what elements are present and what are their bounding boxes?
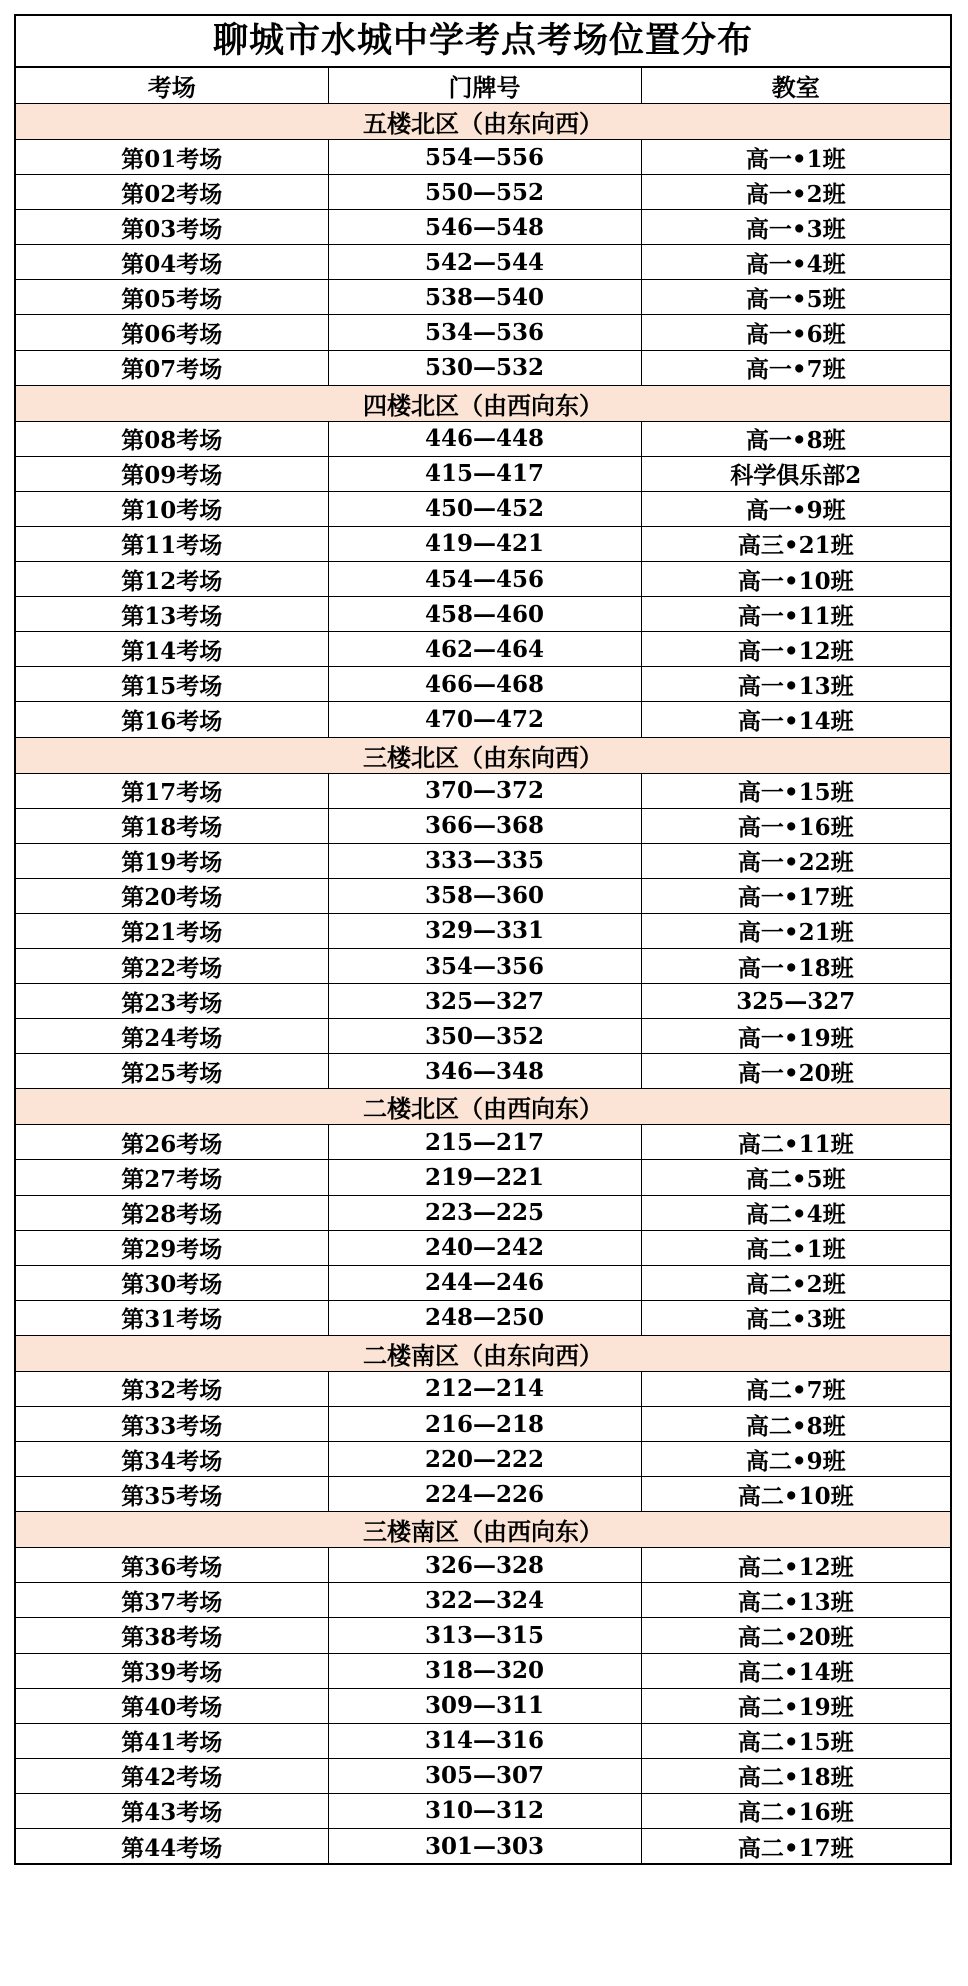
cell-door-number: 224—226 (328, 1477, 641, 1512)
cell-classroom: 高二•17班 (641, 1829, 950, 1864)
table-row (16, 526, 950, 561)
cell-room: 第26考场 (16, 1125, 328, 1160)
cell-room: 第32考场 (16, 1371, 328, 1406)
cell-classroom: 高二•16班 (641, 1793, 950, 1828)
cell-classroom: 高一•18班 (641, 948, 950, 983)
cell-room: 第25考场 (16, 1054, 328, 1089)
table-row (16, 1160, 950, 1195)
section-label: 三楼南区（由西向东） (16, 1512, 950, 1548)
cell-door-number: 322—324 (328, 1583, 641, 1618)
cell-room: 第15考场 (16, 667, 328, 702)
cell-door-number: 458—460 (328, 597, 641, 632)
cell-room: 第27考场 (16, 1160, 328, 1195)
cell-room: 第31考场 (16, 1300, 328, 1335)
cell-room: 第24考场 (16, 1019, 328, 1054)
table-row (16, 1265, 950, 1300)
table-row (16, 808, 950, 843)
cell-room: 第10考场 (16, 491, 328, 526)
table-row (16, 245, 950, 280)
cell-classroom: 高一•3班 (641, 210, 950, 245)
page-title: 聊城市水城中学考点考场位置分布 (16, 16, 950, 68)
cell-room: 第38考场 (16, 1618, 328, 1653)
table-row (16, 315, 950, 350)
cell-door-number: 415—417 (328, 456, 641, 491)
table-row (16, 1829, 950, 1864)
cell-door-number: 314—316 (328, 1723, 641, 1758)
table-row (16, 1407, 950, 1442)
table-row (16, 210, 950, 245)
cell-room: 第17考场 (16, 773, 328, 808)
cell-classroom: 高一•1班 (641, 140, 950, 175)
cell-door-number: 313—315 (328, 1618, 641, 1653)
section-row (16, 1089, 950, 1125)
section-row (16, 104, 950, 140)
cell-room: 第43考场 (16, 1793, 328, 1828)
exam-room-sheet (14, 14, 952, 1865)
table-row (16, 421, 950, 456)
cell-room: 第08考场 (16, 421, 328, 456)
section-row (16, 737, 950, 773)
cell-door-number: 212—214 (328, 1371, 641, 1406)
cell-door-number: 450—452 (328, 491, 641, 526)
table-row (16, 913, 950, 948)
section-label: 三楼北区（由东向西） (16, 737, 950, 773)
table-row (16, 1793, 950, 1828)
cell-door-number: 318—320 (328, 1653, 641, 1688)
cell-door-number: 219—221 (328, 1160, 641, 1195)
cell-classroom: 高二•18班 (641, 1758, 950, 1793)
section-label: 二楼北区（由西向东） (16, 1089, 950, 1125)
cell-room: 第40考场 (16, 1688, 328, 1723)
cell-classroom: 科学俱乐部2 (641, 456, 950, 491)
cell-room: 第34考场 (16, 1442, 328, 1477)
section-row (16, 1512, 950, 1548)
table-row (16, 948, 950, 983)
cell-classroom: 高二•20班 (641, 1618, 950, 1653)
table-row (16, 1054, 950, 1089)
table-row (16, 1618, 950, 1653)
cell-room: 第35考场 (16, 1477, 328, 1512)
cell-classroom: 高一•22班 (641, 843, 950, 878)
cell-door-number: 419—421 (328, 526, 641, 561)
cell-classroom: 高二•11班 (641, 1125, 950, 1160)
cell-classroom: 高二•9班 (641, 1442, 950, 1477)
cell-room: 第39考场 (16, 1653, 328, 1688)
table-body (16, 68, 950, 1863)
cell-door-number: 466—468 (328, 667, 641, 702)
cell-classroom: 高一•21班 (641, 913, 950, 948)
section-label: 五楼北区（由东向西） (16, 104, 950, 140)
cell-classroom: 高二•19班 (641, 1688, 950, 1723)
cell-classroom: 高三•21班 (641, 526, 950, 561)
cell-room: 第12考场 (16, 562, 328, 597)
table-row (16, 702, 950, 737)
table-row (16, 773, 950, 808)
cell-door-number: 325—327 (328, 984, 641, 1019)
table-row (16, 1300, 950, 1335)
cell-door-number: 305—307 (328, 1758, 641, 1793)
cell-classroom: 高一•15班 (641, 773, 950, 808)
cell-door-number: 462—464 (328, 632, 641, 667)
table-row (16, 984, 950, 1019)
table-row (16, 140, 950, 175)
table-row (16, 1371, 950, 1406)
cell-door-number: 301—303 (328, 1829, 641, 1864)
table-row (16, 491, 950, 526)
section-row (16, 385, 950, 421)
cell-room: 第29考场 (16, 1230, 328, 1265)
cell-classroom: 高一•12班 (641, 632, 950, 667)
cell-door-number: 333—335 (328, 843, 641, 878)
table-row (16, 1723, 950, 1758)
cell-room: 第37考场 (16, 1583, 328, 1618)
table-row (16, 597, 950, 632)
cell-room: 第20考场 (16, 878, 328, 913)
cell-classroom: 高一•14班 (641, 702, 950, 737)
cell-room: 第44考场 (16, 1829, 328, 1864)
cell-door-number: 366—368 (328, 808, 641, 843)
section-label: 二楼南区（由东向西） (16, 1335, 950, 1371)
cell-room: 第19考场 (16, 843, 328, 878)
cell-room: 第02考场 (16, 175, 328, 210)
table-row (16, 667, 950, 702)
cell-classroom: 325—327 (641, 984, 950, 1019)
cell-classroom: 高二•3班 (641, 1300, 950, 1335)
table-row (16, 456, 950, 491)
table-row (16, 350, 950, 385)
cell-classroom: 高一•2班 (641, 175, 950, 210)
cell-door-number: 546—548 (328, 210, 641, 245)
header-classroom: 教室 (641, 68, 950, 104)
cell-room: 第09考场 (16, 456, 328, 491)
cell-classroom: 高二•14班 (641, 1653, 950, 1688)
cell-room: 第14考场 (16, 632, 328, 667)
cell-room: 第01考场 (16, 140, 328, 175)
cell-classroom: 高二•15班 (641, 1723, 950, 1758)
cell-door-number: 370—372 (328, 773, 641, 808)
table-row (16, 1548, 950, 1583)
table-row (16, 1688, 950, 1723)
table-row (16, 632, 950, 667)
cell-door-number: 358—360 (328, 878, 641, 913)
cell-classroom: 高二•13班 (641, 1583, 950, 1618)
cell-door-number: 446—448 (328, 421, 641, 456)
cell-classroom: 高一•13班 (641, 667, 950, 702)
cell-door-number: 309—311 (328, 1688, 641, 1723)
cell-door-number: 346—348 (328, 1054, 641, 1089)
cell-door-number: 534—536 (328, 315, 641, 350)
header-door-number: 门牌号 (328, 68, 641, 104)
cell-room: 第03考场 (16, 210, 328, 245)
cell-room: 第23考场 (16, 984, 328, 1019)
cell-door-number: 223—225 (328, 1195, 641, 1230)
cell-room: 第22考场 (16, 948, 328, 983)
table-row (16, 843, 950, 878)
cell-door-number: 220—222 (328, 1442, 641, 1477)
cell-room: 第07考场 (16, 350, 328, 385)
cell-door-number: 215—217 (328, 1125, 641, 1160)
cell-classroom: 高二•7班 (641, 1371, 950, 1406)
cell-door-number: 454—456 (328, 562, 641, 597)
cell-door-number: 329—331 (328, 913, 641, 948)
cell-classroom: 高一•16班 (641, 808, 950, 843)
cell-classroom: 高二•12班 (641, 1548, 950, 1583)
cell-classroom: 高二•5班 (641, 1160, 950, 1195)
cell-room: 第36考场 (16, 1548, 328, 1583)
cell-classroom: 高一•4班 (641, 245, 950, 280)
cell-classroom: 高一•11班 (641, 597, 950, 632)
table-row (16, 175, 950, 210)
cell-door-number: 244—246 (328, 1265, 641, 1300)
cell-classroom: 高一•20班 (641, 1054, 950, 1089)
table-row (16, 1195, 950, 1230)
cell-room: 第28考场 (16, 1195, 328, 1230)
cell-room: 第30考场 (16, 1265, 328, 1300)
cell-classroom: 高一•6班 (641, 315, 950, 350)
header-row (16, 68, 950, 104)
cell-room: 第42考场 (16, 1758, 328, 1793)
cell-door-number: 538—540 (328, 280, 641, 315)
cell-door-number: 216—218 (328, 1407, 641, 1442)
cell-room: 第33考场 (16, 1407, 328, 1442)
cell-room: 第13考场 (16, 597, 328, 632)
cell-door-number: 354—356 (328, 948, 641, 983)
table-row (16, 1125, 950, 1160)
cell-room: 第41考场 (16, 1723, 328, 1758)
table-row (16, 1019, 950, 1054)
section-row (16, 1335, 950, 1371)
cell-classroom: 高一•10班 (641, 562, 950, 597)
cell-classroom: 高一•19班 (641, 1019, 950, 1054)
cell-classroom: 高一•9班 (641, 491, 950, 526)
table-row (16, 1477, 950, 1512)
cell-door-number: 554—556 (328, 140, 641, 175)
cell-classroom: 高二•8班 (641, 1407, 950, 1442)
cell-classroom: 高二•1班 (641, 1230, 950, 1265)
cell-room: 第06考场 (16, 315, 328, 350)
exam-room-table (16, 68, 950, 1863)
cell-room: 第21考场 (16, 913, 328, 948)
cell-classroom: 高二•4班 (641, 1195, 950, 1230)
cell-door-number: 550—552 (328, 175, 641, 210)
table-row (16, 878, 950, 913)
section-label: 四楼北区（由西向东） (16, 385, 950, 421)
cell-classroom: 高一•7班 (641, 350, 950, 385)
cell-classroom: 高二•10班 (641, 1477, 950, 1512)
cell-door-number: 350—352 (328, 1019, 641, 1054)
cell-door-number: 240—242 (328, 1230, 641, 1265)
cell-classroom: 高一•5班 (641, 280, 950, 315)
cell-classroom: 高二•2班 (641, 1265, 950, 1300)
table-row (16, 1442, 950, 1477)
table-row (16, 562, 950, 597)
table-row (16, 280, 950, 315)
cell-room: 第04考场 (16, 245, 328, 280)
table-row (16, 1230, 950, 1265)
cell-door-number: 470—472 (328, 702, 641, 737)
cell-room: 第18考场 (16, 808, 328, 843)
cell-door-number: 248—250 (328, 1300, 641, 1335)
cell-room: 第16考场 (16, 702, 328, 737)
cell-room: 第11考场 (16, 526, 328, 561)
table-row (16, 1653, 950, 1688)
cell-classroom: 高一•8班 (641, 421, 950, 456)
cell-room: 第05考场 (16, 280, 328, 315)
table-row (16, 1758, 950, 1793)
table-row (16, 1583, 950, 1618)
cell-door-number: 530—532 (328, 350, 641, 385)
header-room: 考场 (16, 68, 328, 104)
cell-door-number: 542—544 (328, 245, 641, 280)
cell-door-number: 310—312 (328, 1793, 641, 1828)
cell-classroom: 高一•17班 (641, 878, 950, 913)
cell-door-number: 326—328 (328, 1548, 641, 1583)
